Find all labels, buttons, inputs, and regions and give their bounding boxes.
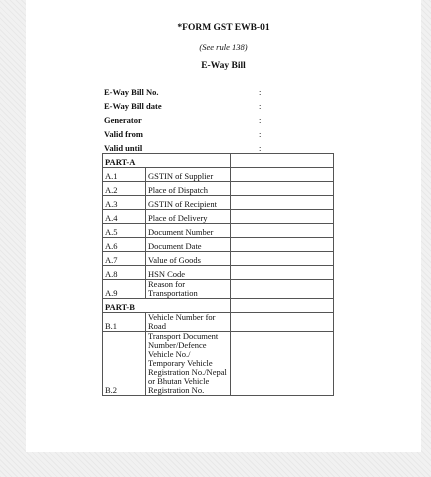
meta-row-bill-no: [104, 87, 262, 101]
row-number: B.2: [103, 332, 146, 396]
table-row: [103, 252, 334, 266]
value-cell: [231, 210, 334, 224]
meta-label: Valid from: [104, 129, 143, 139]
table-row: [103, 168, 334, 182]
field-label: Place of Dispatch: [146, 182, 231, 196]
value-cell: [231, 266, 334, 280]
value-cell: [231, 224, 334, 238]
field-label: HSN Code: [146, 266, 231, 280]
form-page: [26, 0, 421, 452]
eway-bill-details: [104, 87, 262, 157]
part-b-heading: PART-B: [103, 299, 231, 313]
meta-row-valid-from: [104, 129, 262, 143]
table-row: [103, 224, 334, 238]
form-title: *FORM GST EWB-01: [177, 23, 270, 33]
meta-row-generator: [104, 115, 262, 129]
row-number: B.1: [103, 313, 146, 332]
table-row: [103, 210, 334, 224]
value-cell: [231, 154, 334, 168]
meta-row-bill-date: [104, 101, 262, 115]
row-number: A.1: [103, 168, 146, 182]
meta-colon: :: [259, 115, 262, 125]
field-label: Document Number: [146, 224, 231, 238]
row-number: A.6: [103, 238, 146, 252]
meta-label: E-Way Bill No.: [104, 87, 159, 97]
field-label: GSTIN of Supplier: [146, 168, 231, 182]
value-cell: [231, 280, 334, 299]
row-number: A.3: [103, 196, 146, 210]
meta-colon: :: [259, 129, 262, 139]
field-label: Document Date: [146, 238, 231, 252]
table-row: [103, 238, 334, 252]
row-number: A.9: [103, 280, 146, 299]
meta-label: Generator: [104, 115, 142, 125]
value-cell: [231, 299, 334, 313]
table-row: [103, 196, 334, 210]
field-label: Transport Document Number/Defence Vehicle No./ Temporary Vehicle Registration No./Nepal or Bhutan Vehicle Registration No.: [146, 332, 231, 396]
meta-colon: :: [259, 101, 262, 111]
row-number: A.8: [103, 266, 146, 280]
table-row: [103, 280, 334, 299]
field-label: Value of Goods: [146, 252, 231, 266]
row-number: A.5: [103, 224, 146, 238]
value-cell: [231, 332, 334, 396]
field-label: Place of Delivery: [146, 210, 231, 224]
value-cell: [231, 238, 334, 252]
rule-reference: (See rule 138): [199, 42, 248, 52]
meta-colon: :: [259, 143, 262, 153]
field-label: Vehicle Number for Road: [146, 313, 231, 332]
row-number: A.4: [103, 210, 146, 224]
value-cell: [231, 313, 334, 332]
table-row: [103, 266, 334, 280]
field-label: Reason for Transportation: [146, 280, 231, 299]
meta-colon: :: [259, 87, 262, 97]
value-cell: [231, 196, 334, 210]
table-row: [103, 332, 334, 396]
table-row: [103, 182, 334, 196]
form-subtitle: E-Way Bill: [201, 61, 246, 71]
table-row: [103, 313, 334, 332]
part-b-header-row: [103, 299, 334, 313]
eway-bill-table: [102, 153, 334, 396]
value-cell: [231, 168, 334, 182]
row-number: A.2: [103, 182, 146, 196]
part-a-heading: PART-A: [103, 154, 231, 168]
part-a-header-row: [103, 154, 334, 168]
value-cell: [231, 252, 334, 266]
row-number: A.7: [103, 252, 146, 266]
meta-label: Valid until: [104, 143, 143, 153]
meta-label: E-Way Bill date: [104, 101, 162, 111]
field-label: GSTIN of Recipient: [146, 196, 231, 210]
value-cell: [231, 182, 334, 196]
